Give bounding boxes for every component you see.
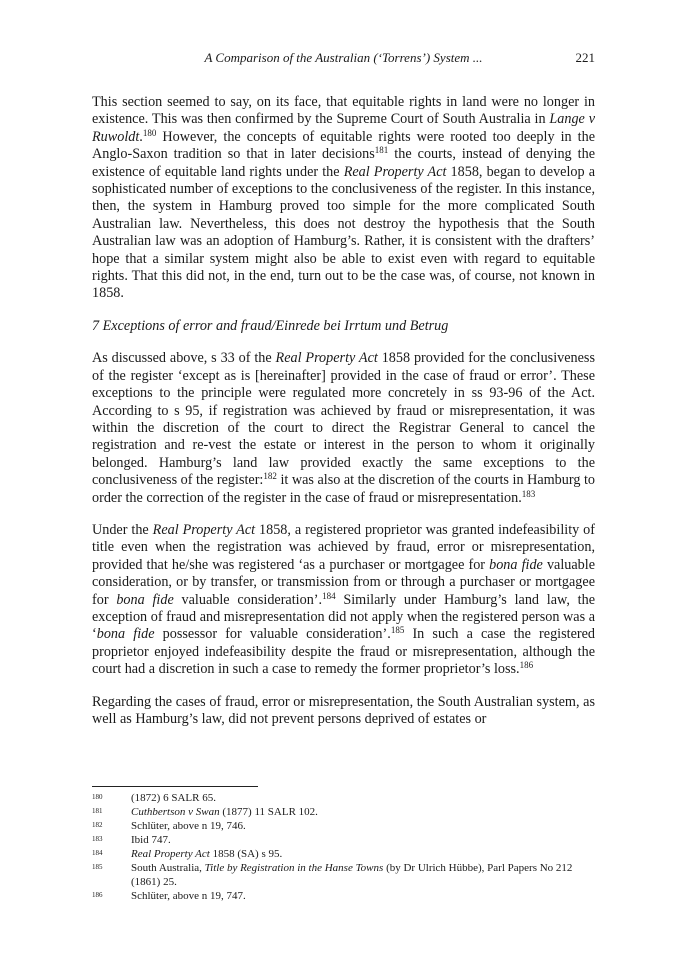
latin-phrase: bona fide: [489, 556, 543, 573]
footnote-text: Schlüter, above n 19, 746.: [131, 820, 246, 833]
footnote-number: 186: [92, 891, 103, 900]
footnote: [92, 792, 598, 806]
footnotes: [92, 792, 598, 904]
act-name: Real Property Act: [275, 350, 378, 367]
footnote-number: 183: [92, 835, 103, 844]
text-run: However, the concepts of equitable rights were rooted too deeply in the Anglo-Saxon tradition so that in later decisions: [92, 128, 595, 163]
footnote-ref: 186: [519, 660, 534, 671]
paragraph-1: This section seemed to say, on its face, that equitable rights in land were no longer in existence. This was then confirmed by the Supreme Court of South Australia in Lange v Ruwoldt.$^{180}$ However, the concepts of equitable rights were rooted too deeply in the Anglo-Saxon tradition so that in later decisions$^{181}$ the courts, instead of denying the existence of equitable land rights under the Real Property Act 1858, began to develop a sophisticated number of exceptions to the conclusiveness of the register. In this instance, then, the system in Hamburg proved too simple for the more complicated South Australian law. Nevertheless, this does not destroy the hypothesis that the South Australian law was an adoption of Hamburg’s. Rather, it is consistent with the drafters’ hope that a similar system might also be able to exist even with regard to equitable rights. That this did not, in the end, turn out to be the case was, of course, not known in 1858.: [92, 94, 595, 302]
text-run: As discussed above, s 33 of the: [92, 350, 276, 367]
paragraph-2: [92, 350, 595, 507]
footnote-number: 185: [92, 863, 103, 872]
footnote-text: [131, 806, 598, 820]
footnote-text: [131, 862, 598, 889]
page-number: 221: [575, 50, 595, 65]
text-run: it was also at the discretion of the courts in Hamburg to order the correction of the register in the case of fraud or misrepresentation.: [92, 472, 595, 506]
text-run: 1858, began to develop a sophisticated number of exceptions to the conclusiveness of the register. In this instance, then, the system in Hamburg proved too simple for the more complicated South Australian law. Nevertheless, this does not destroy the hypothesis that the South Australian law was an adoption of Hamburg’s. Rather, it is consistent with the drafters’ hope that a similar system might also be able to exist even with regard to equitable rights. That this did not, in the end, turn out to be the case was, of course, not known in 1858.: [92, 163, 595, 302]
footnote-number: 182: [92, 821, 103, 830]
text-run: South Australia,: [131, 862, 205, 875]
act-name: Real Property Act: [131, 848, 210, 861]
footnote-text: (1872) 6 SALR 65.: [131, 792, 216, 804]
case-name: Cuthbertson v Swan: [131, 806, 220, 819]
paragraph-4: Regarding the cases of fraud, error or misrepresentation, the South Australian system, as well as Hamburg’s law, did not prevent persons deprived of estates or: [92, 693, 595, 727]
case-name: Lange v Ruwoldt: [92, 111, 595, 145]
footnote-number: 181: [92, 807, 103, 816]
footnote-ref: 184: [322, 590, 336, 601]
text-run: 1858 (SA) s 95.: [209, 848, 283, 861]
text-run: In such a case the registered proprietor enjoyed indefeasibility despite the fraud or misrepresentation, although the court had a discretion in such a case to remedy the former proprietor’s loss.: [92, 626, 595, 678]
footnote-text: Schlüter, above n 19, 747.: [131, 890, 246, 903]
footnote-ref: 180: [142, 127, 157, 138]
text-run: valuable consideration’.: [173, 591, 323, 608]
act-name: Real Property Act: [343, 163, 447, 180]
footnote-ref: 181: [374, 145, 389, 156]
text-run: possessor for valuable consideration’.: [154, 626, 391, 643]
text-run: the courts, instead of denying the existence of equitable land rights under the: [92, 146, 595, 180]
publication-title: Title by Registration in the Hanse Towns: [204, 862, 384, 875]
footnote-number: 184: [92, 849, 103, 858]
footnote: [92, 848, 598, 862]
text-run: (1877) 11 SALR 102.: [219, 806, 318, 819]
footnote-text: Ibid 747.: [131, 834, 171, 847]
footnote: [92, 862, 598, 889]
paragraph-3: [92, 522, 595, 679]
footnote: [92, 834, 598, 848]
footnote: [92, 806, 598, 820]
text-run: valuable consideration, or by transfer, or transmission from or through a purchaser or mortgagee for: [92, 556, 596, 608]
footnote-ref: 183: [521, 488, 536, 499]
footnote-divider: [92, 786, 258, 787]
running-title: A Comparison of the Australian (‘Torrens’) System ...: [204, 50, 483, 65]
section-heading: 7 Exceptions of error and fraud/Einrede bei Irrtum und Betrug: [92, 317, 449, 334]
text-run: (by Dr Ulrich Hübbe), Parl Papers No 212 (1861) 25.: [131, 862, 573, 889]
running-header: [92, 50, 595, 68]
act-name: Real Property Act: [152, 521, 256, 538]
footnote-number: 180: [92, 793, 103, 801]
text-run: Under the: [92, 521, 153, 538]
footnote: [92, 820, 598, 834]
footnote-ref: 185: [390, 625, 405, 636]
footnote-text: [131, 848, 598, 862]
text-run: Similarly under Hamburg’s land law, the exception of fraud and misrepresentation did not apply when the registered person was a ‘: [92, 591, 595, 643]
text-run: This section seemed to say, on its face, that equitable rights in land were no longer in existence. This was then confirmed by the Supreme Court of South Australia in: [92, 94, 595, 128]
latin-phrase: bona fide: [116, 591, 174, 608]
latin-phrase: bona fide: [96, 626, 155, 643]
body-text: [92, 94, 595, 743]
text-run: 1858, a registered proprietor was granted indefeasibility of title even when the registration was achieved by fraud, error or misrepresentation, provided that he/she was registered ‘as a purchaser or mortgagee for: [92, 521, 595, 573]
footnote-ref: 182: [263, 471, 277, 482]
text-run: 1858 provided for the conclusiveness of the register ‘except as is [hereinafter] provided in the case of fraud or error’. These exceptions to the principle were regulated more concretely in ss 93-96 of the Act. According to s 95, if registration was achieved by fraud or misrepresentation, it was within the discretion of the court to direct the Registrar General to cancel the registration and re-vest the estate or interest in the person to whom it originally belonged. Hamburg’s land law provided exactly the same exceptions to the conclusiveness of the register:: [92, 350, 595, 489]
footnote: [92, 890, 598, 904]
